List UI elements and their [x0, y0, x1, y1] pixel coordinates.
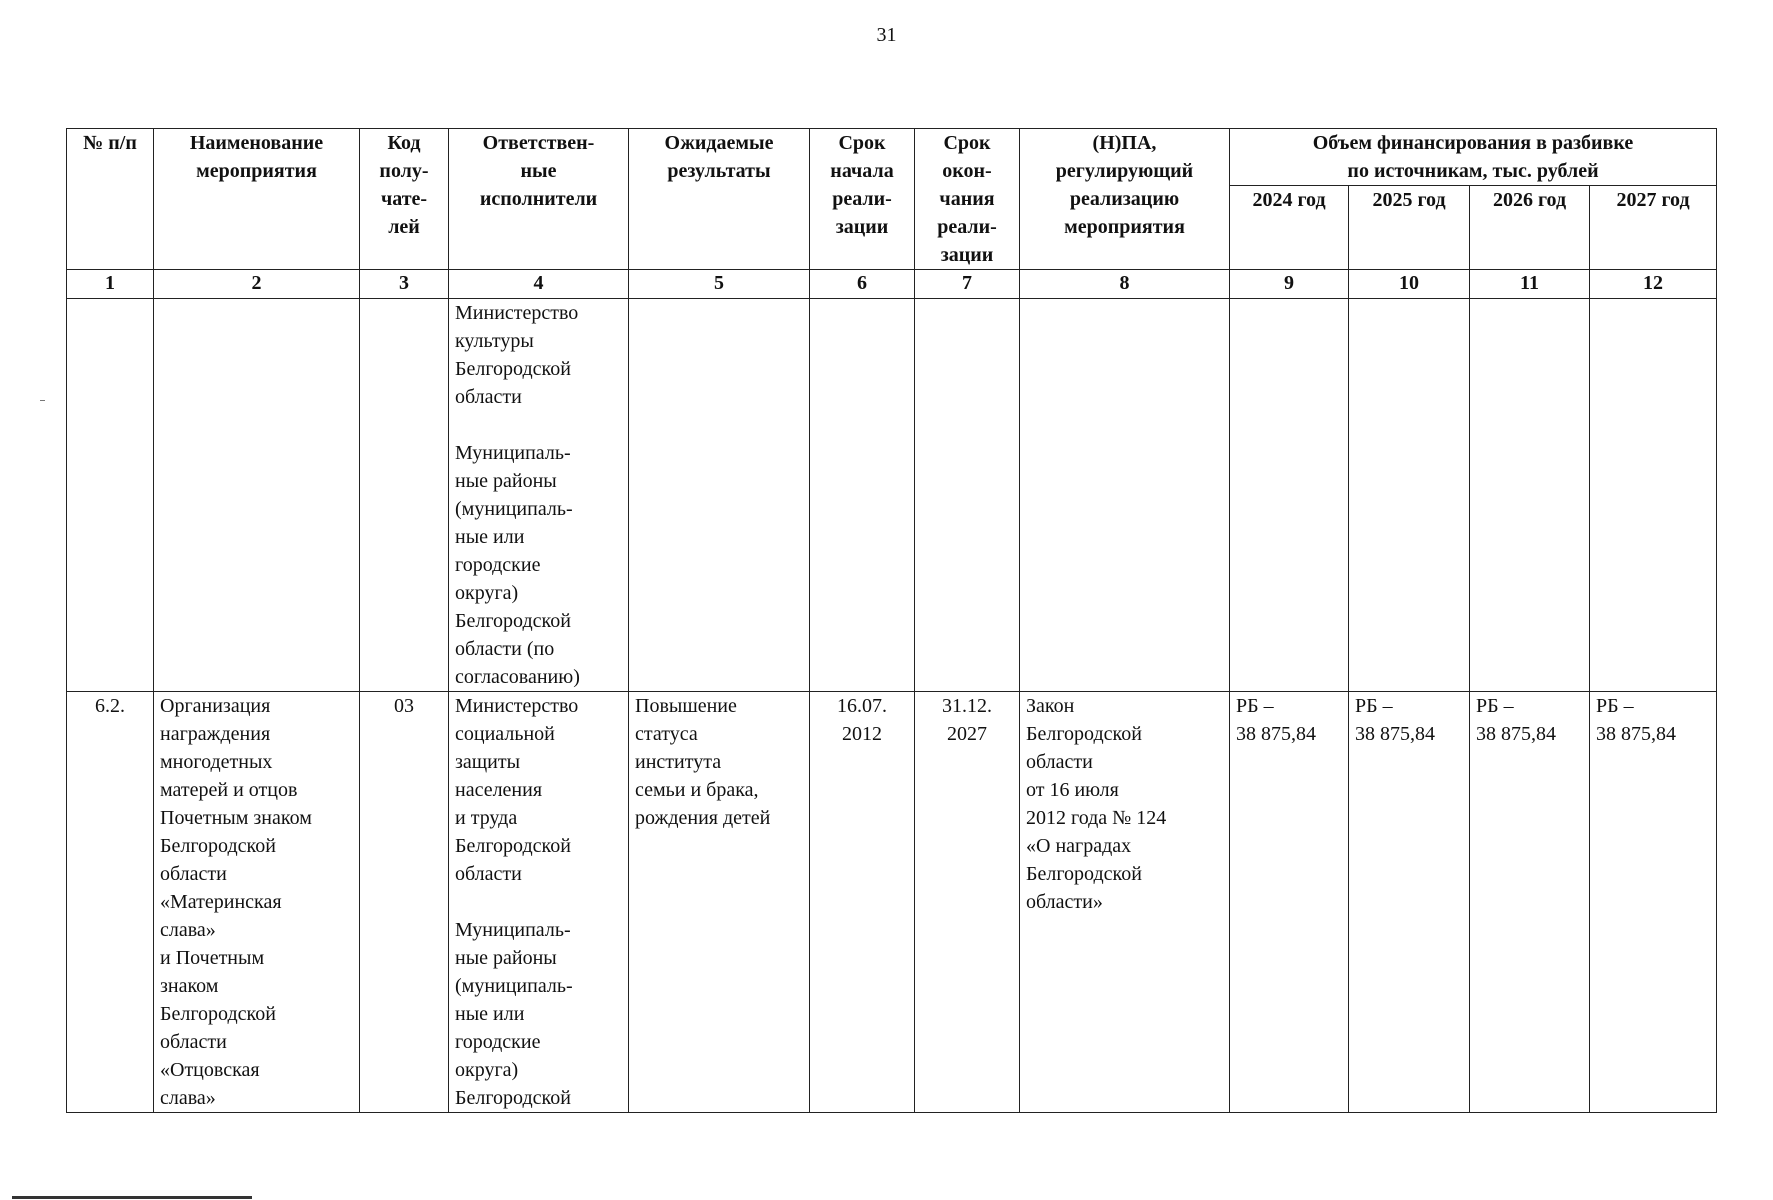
header-name: Наименование мероприятия: [154, 129, 360, 270]
column-number: 9: [1230, 270, 1349, 299]
header-responsible: Ответствен- ные исполнители: [449, 129, 629, 270]
page-number: 31: [876, 24, 897, 46]
cell-code: [360, 299, 449, 692]
cell-start: 16.07. 2012: [810, 692, 915, 1113]
header-year-2024: 2024 год: [1230, 186, 1349, 270]
header-code: Код полу- чате- лей: [360, 129, 449, 270]
column-number: 7: [915, 270, 1020, 299]
header-year-2026: 2026 год: [1470, 186, 1590, 270]
column-number-row: [67, 270, 1717, 299]
header-end: Срок окон- чания реали- зации: [915, 129, 1020, 270]
header-results: Ожидаемые результаты: [629, 129, 810, 270]
header-npa: (Н)ПА, регулирующий реализацию мероприятия: [1020, 129, 1230, 270]
cell-2026: РБ – 38 875,84: [1470, 692, 1590, 1113]
financing-table: [66, 128, 1717, 1113]
cell-results: Повышение статуса института семьи и брака, рождения детей: [629, 692, 810, 1113]
column-number: 10: [1349, 270, 1470, 299]
cell-2024: РБ – 38 875,84: [1230, 692, 1349, 1113]
column-number: 6: [810, 270, 915, 299]
header-start: Срок начала реали- зации: [810, 129, 915, 270]
header-year-2027: 2027 год: [1590, 186, 1717, 270]
cell-2026: [1470, 299, 1590, 692]
cell-2025: РБ – 38 875,84: [1349, 692, 1470, 1113]
cell-2024: [1230, 299, 1349, 692]
cell-2027: РБ – 38 875,84: [1590, 692, 1717, 1113]
cell-start: [810, 299, 915, 692]
cell-name: [154, 299, 360, 692]
column-number: 3: [360, 270, 449, 299]
scan-bottom-line: [12, 1196, 252, 1199]
cell-results: [629, 299, 810, 692]
cell-responsible: Министерство культуры Белгородской области Муниципаль- ные районы (муниципаль- ные или городские округа) Белгородской области (по согласованию): [449, 299, 629, 692]
cell-2027: [1590, 299, 1717, 692]
cell-responsible: Министерство социальной защиты населения и труда Белгородской области Муниципаль- ные районы (муниципаль- ные или городские округа) Белгородской: [449, 692, 629, 1113]
column-number: 12: [1590, 270, 1717, 299]
column-number: 5: [629, 270, 810, 299]
column-number: 1: [67, 270, 154, 299]
cell-name: Организация награждения многодетных матерей и отцов Почетным знаком Белгородской области «Материнская слава» и Почетным знаком Белгородской области «Отцовская слава»: [154, 692, 360, 1113]
cell-code: 03: [360, 692, 449, 1113]
column-number: 4: [449, 270, 629, 299]
table-row: [67, 692, 1717, 1113]
header-row: [67, 129, 1717, 186]
header-year-2025: 2025 год: [1349, 186, 1470, 270]
header-num: № п/п: [67, 129, 154, 270]
scan-artifact-mark: [40, 400, 45, 401]
cell-npa: [1020, 299, 1230, 692]
column-number: 8: [1020, 270, 1230, 299]
cell-num: [67, 299, 154, 692]
column-number: 11: [1470, 270, 1590, 299]
cell-end: 31.12. 2027: [915, 692, 1020, 1113]
cell-npa: Закон Белгородской области от 16 июля 2012 года № 124 «О наградах Белгородской области»: [1020, 692, 1230, 1113]
column-number: 2: [154, 270, 360, 299]
table-row: [67, 299, 1717, 692]
cell-end: [915, 299, 1020, 692]
cell-num: 6.2.: [67, 692, 154, 1113]
header-financing: Объем финансирования в разбивке по источникам, тыс. рублей: [1230, 129, 1717, 186]
cell-2025: [1349, 299, 1470, 692]
